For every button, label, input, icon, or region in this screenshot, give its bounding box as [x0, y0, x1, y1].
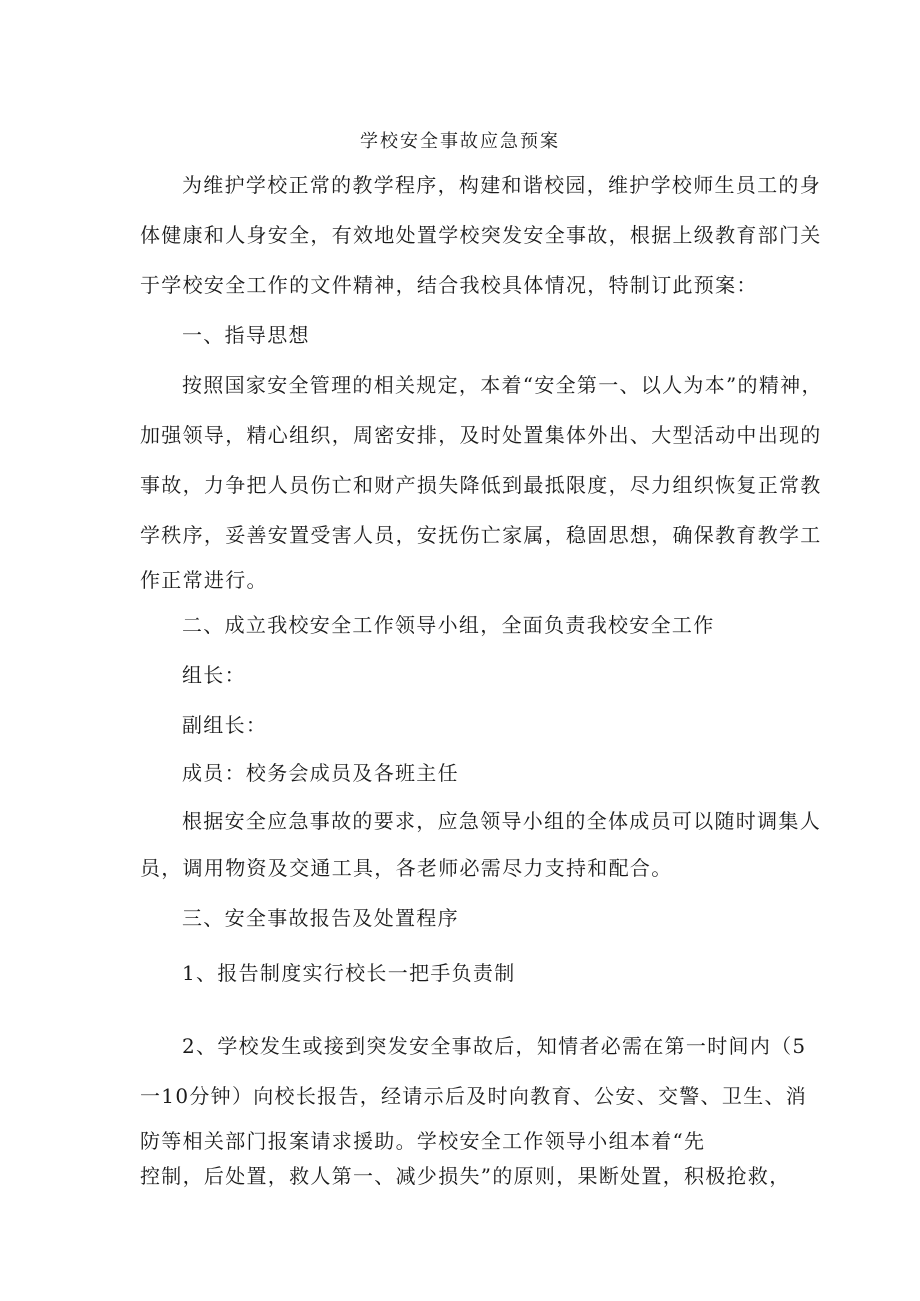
paragraph-line: 事故，力争把人员伤亡和财产损失降低到最抵限度，尽力组织恢复正常教 [140, 473, 822, 497]
paragraph-line: 按照国家安全管理的相关规定，本着“安全第一、以人为本”的精神， [182, 373, 823, 397]
paragraph-line: 1、报告制度实行校长一把手负责制 [182, 961, 516, 985]
paragraph-line: 学秩序，妥善安置受害人员，安抚伤亡家属，稳固思想，确保教育教学工 [140, 523, 822, 547]
paragraph-line: 于学校安全工作的文件精神，结合我校具体情况，特制订此预案： [140, 273, 758, 297]
section-heading: 二、成立我校安全工作领导小组，全面负责我校安全工作 [182, 613, 715, 637]
paragraph-line: 一10分钟）向校长报告，经请示后及时向教育、公安、交警、卫生、消 [140, 1084, 808, 1108]
paragraph-line: 根据安全应急事故的要求，应急领导小组的全体成员可以随时调集人 [182, 809, 821, 833]
paragraph-line: 作正常进行。 [140, 568, 268, 592]
document-title: 学校安全事故应急预案 [360, 131, 560, 152]
paragraph-line: 控制，后处置，救人第一、减少损失”的原则，果断处置，积极抢救， [140, 1164, 791, 1188]
paragraph-line: 体健康和人身安全，有效地处置学校突发安全事故，根据上级教育部门关 [140, 223, 822, 247]
paragraph-line: 成员：校务会成员及各班主任 [182, 761, 459, 785]
section-heading: 三、安全事故报告及处置程序 [182, 906, 459, 930]
paragraph-line: 员，调用物资及交通工具，各老师必需尽力支持和配合。 [140, 856, 673, 880]
paragraph-line: 为维护学校正常的教学程序，构建和谐校园，维护学校师生员工的身 [182, 173, 821, 197]
paragraph-line: 防等相关部门报案请求援助。学校安全工作领导小组本着“先 [140, 1129, 706, 1153]
paragraph-line: 加强领导，精心组织，周密安排，及时处置集体外出、大型活动中出现的 [140, 423, 822, 447]
paragraph-line: 2、学校发生或接到突发安全事故后，知情者必需在第一时间内（5 [182, 1034, 807, 1058]
paragraph-line: 副组长： [182, 713, 268, 737]
paragraph-line: 组长： [182, 663, 246, 687]
section-heading: 一、指导思想 [182, 323, 310, 347]
